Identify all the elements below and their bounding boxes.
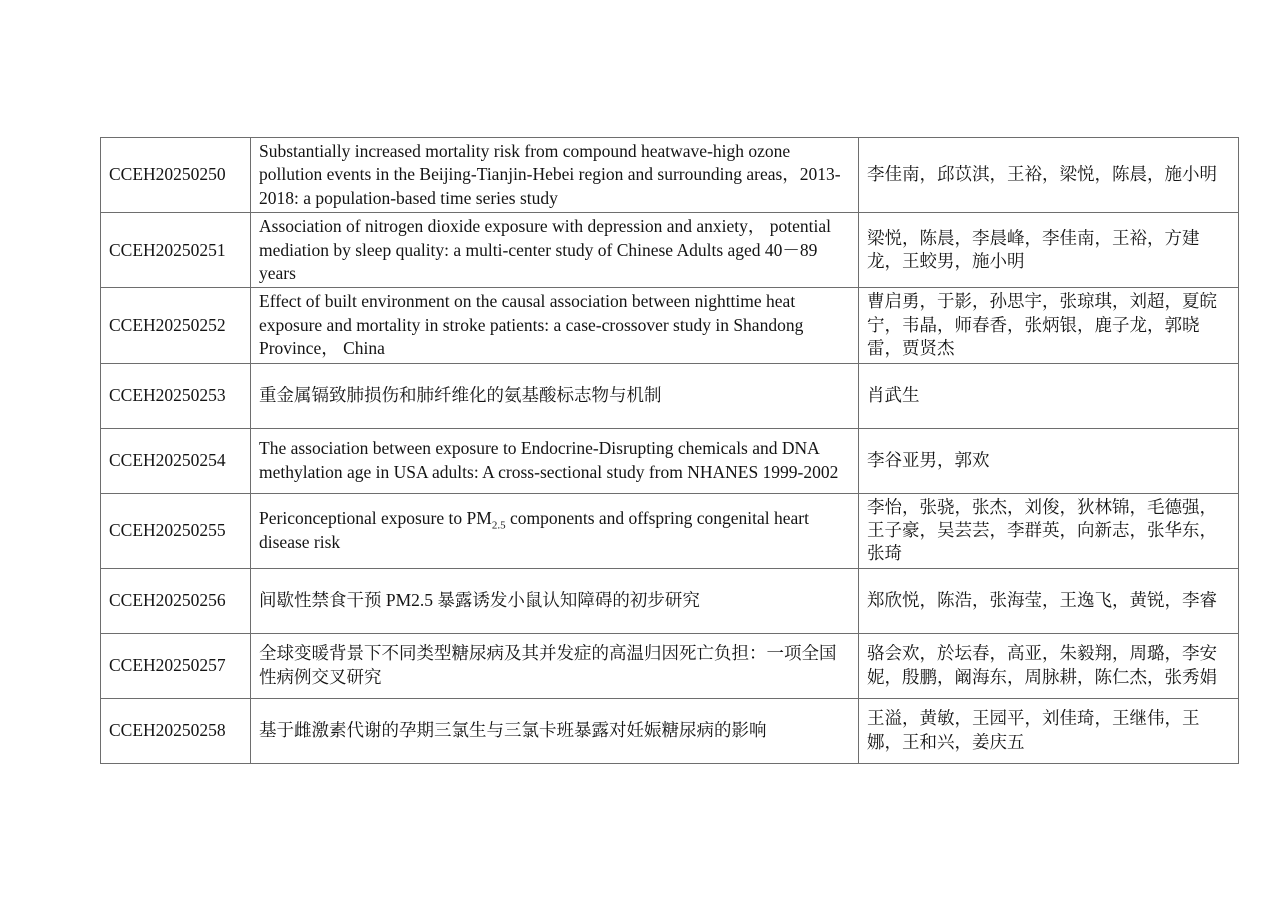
table-row bbox=[101, 213, 1239, 288]
paper-title-cell bbox=[251, 633, 859, 698]
paper-id: CCEH20250253 bbox=[109, 384, 226, 405]
paper-title-text: 重金属镉致肺损伤和肺纤维化的氨基酸标志物与机制 bbox=[259, 384, 662, 405]
paper-authors-cell bbox=[859, 633, 1239, 698]
paper-id-cell bbox=[101, 138, 251, 213]
paper-authors: 肖武生 bbox=[867, 384, 920, 405]
paper-authors-cell bbox=[859, 698, 1239, 763]
paper-title-text: components and offspring congenital heart disease risk bbox=[259, 508, 809, 552]
paper-id: CCEH20250256 bbox=[109, 590, 226, 611]
paper-title-text: 间歇性禁食干预 PM2.5 暴露诱发小鼠认知障碍的初步研究 bbox=[259, 590, 700, 611]
paper-id-cell bbox=[101, 568, 251, 633]
table-row bbox=[101, 428, 1239, 493]
paper-id: CCEH20250255 bbox=[109, 520, 226, 541]
paper-authors: 李佳南，邱苡淇，王裕，梁悦，陈晨，施小明 bbox=[867, 164, 1217, 185]
paper-title-text: Association of nitrogen dioxide exposure with depression and anxiety， potential mediation by sleep quality: a multi-center study of Chinese Adults aged 40－89 years bbox=[259, 216, 832, 284]
paper-authors: 郑欣悦，陈浩，张海莹，王逸飞，黄锐，李睿 bbox=[867, 590, 1217, 611]
paper-title-cell bbox=[251, 428, 859, 493]
table-row bbox=[101, 288, 1239, 363]
paper-id-cell bbox=[101, 288, 251, 363]
paper-authors: 王溢，黄敏，王园平，刘佳琦，王继伟，王娜，王和兴，姜庆五 bbox=[867, 708, 1200, 752]
paper-title-cell bbox=[251, 288, 859, 363]
paper-title-cell bbox=[251, 363, 859, 428]
paper-id-cell bbox=[101, 633, 251, 698]
paper-title-text: 基于雌激素代谢的孕期三氯生与三氯卡班暴露对妊娠糖尿病的影响 bbox=[259, 720, 767, 741]
table-row bbox=[101, 633, 1239, 698]
papers-table bbox=[100, 137, 1239, 764]
paper-authors-cell bbox=[859, 288, 1239, 363]
paper-title-cell bbox=[251, 493, 859, 568]
paper-id-cell bbox=[101, 363, 251, 428]
paper-title-text: Substantially increased mortality risk from compound heatwave-high ozone pollution events in the Beijing-Tianjin-Hebei region and surrounding areas，2013-2018: a population-based time series study bbox=[259, 141, 841, 208]
paper-title-cell bbox=[251, 213, 859, 288]
paper-title-text: The association between exposure to Endocrine-Disrupting chemicals and DNA methylation age in USA adults: A cross-sectional study from NHANES 1999-2002 bbox=[259, 438, 839, 482]
paper-authors: 李谷亚男，郭欢 bbox=[867, 449, 990, 470]
paper-id: CCEH20250250 bbox=[109, 164, 226, 185]
paper-id: CCEH20250258 bbox=[109, 720, 226, 741]
paper-title-text: 全球变暖背景下不同类型糖尿病及其并发症的高温归因死亡负担：一项全国性病例交叉研究 bbox=[259, 643, 837, 687]
table-row bbox=[101, 568, 1239, 633]
papers-table-body bbox=[101, 138, 1239, 764]
paper-authors: 李怡，张骁，张杰，刘俊，狄林锦，毛德强，王子豪，吴芸芸，李群英，向新志，张华东，张琦 bbox=[867, 496, 1217, 564]
paper-authors: 曹启勇，于影，孙思宇，张琼琪，刘超，夏皖宁，韦晶，师春香，张炳银，鹿子龙，郭晓雷，贾贤杰 bbox=[867, 291, 1217, 359]
paper-authors-cell bbox=[859, 138, 1239, 213]
paper-title-text: Effect of built environment on the causal association between nighttime heat exposure and mortality in stroke patients: a case-crossover study in Shandong Province， China bbox=[259, 291, 804, 359]
paper-title-cell bbox=[251, 698, 859, 763]
table-row bbox=[101, 493, 1239, 568]
paper-id: CCEH20250252 bbox=[109, 314, 226, 335]
paper-id-cell bbox=[101, 428, 251, 493]
paper-id-cell bbox=[101, 698, 251, 763]
paper-id: CCEH20250251 bbox=[109, 239, 226, 260]
paper-authors-cell bbox=[859, 213, 1239, 288]
paper-title-text: Periconceptional exposure to PM bbox=[259, 508, 492, 529]
paper-authors-cell bbox=[859, 428, 1239, 493]
paper-title-cell bbox=[251, 138, 859, 213]
paper-id: CCEH20250257 bbox=[109, 655, 226, 676]
table-row bbox=[101, 363, 1239, 428]
paper-id-cell bbox=[101, 493, 251, 568]
table-row bbox=[101, 138, 1239, 213]
paper-authors-cell bbox=[859, 363, 1239, 428]
paper-authors: 骆会欢，於坛春，高亚，朱毅翔，周璐，李安妮，殷鹏，阚海东，周脉耕，陈仁杰，张秀娟 bbox=[867, 643, 1217, 687]
paper-authors-cell bbox=[859, 568, 1239, 633]
table-row bbox=[101, 698, 1239, 763]
paper-id-cell bbox=[101, 213, 251, 288]
paper-title-subscript: 2.5 bbox=[491, 519, 506, 532]
paper-authors: 梁悦，陈晨，李晨峰，李佳南，王裕，方建龙，王蛟男，施小明 bbox=[867, 227, 1200, 272]
paper-authors-cell bbox=[859, 493, 1239, 568]
paper-id: CCEH20250254 bbox=[109, 449, 226, 470]
paper-title-cell bbox=[251, 568, 859, 633]
